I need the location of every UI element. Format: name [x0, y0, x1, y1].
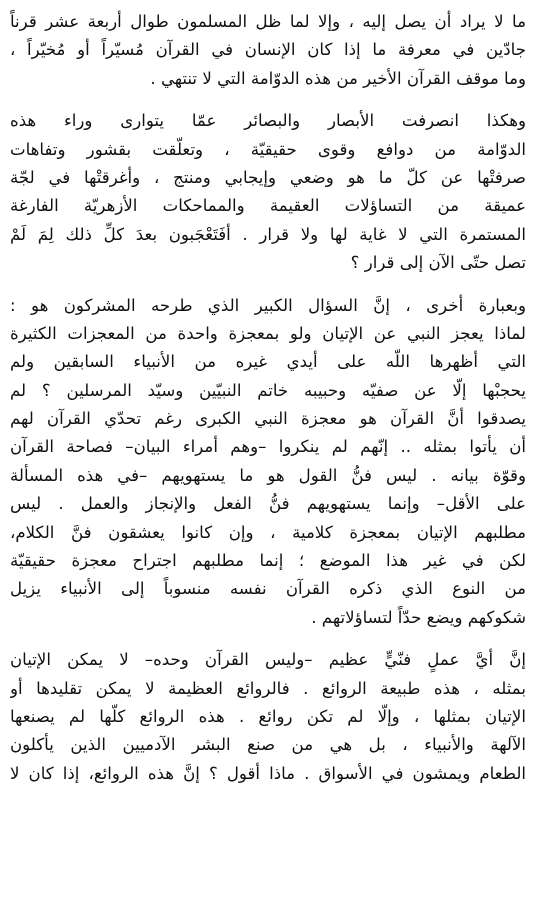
text-line: لكن في غير هذا الموضع ؛ إنما مطلبهم اجتراح معجزة حقيقيّة: [10, 551, 526, 571]
paragraph-2: [10, 107, 526, 277]
text-line: وما موقف القرآن الأخير من هذه الدوّامة التي لا تنتهي .: [150, 68, 526, 88]
text-line: الإتيان بمثلها ، وإلّا لم تكن روائع . هذه الروائع كلّها لم يصنعها: [10, 706, 526, 726]
text-line: التي أظهرها اللّه على أيدي غيره من الأنبياء السابقين ولم: [10, 352, 526, 372]
text-line: عميقة من التساؤلات العقيمة والمماحكات الأزهريّة الفارغة: [10, 196, 526, 216]
text-line: أن يأتوا بمثله .. إنّهم لم ينكروا –وهم أمراء البيان– فصاحة القرآن: [10, 437, 526, 457]
paragraph-gap: [10, 93, 526, 107]
paragraph-3: [10, 292, 526, 633]
paragraph-gap: [10, 632, 526, 646]
text-line: مطلبهم الإتيان بمعجزة كلامية ، وإن كانوا يعشقون فنَّ الكلام،: [10, 522, 526, 542]
text-line: وقوّة بيانه . ليس فنُّ القول هو ما يستهويهم –في هذه المسألة: [10, 465, 526, 485]
text-line: إنَّ أيَّ عملٍ فنّيٍّ عظيم –وليس القرآن وحده– لا يمكن الإتيان: [10, 650, 526, 670]
text-line: على الأقل– وإنما يستهويهم فنُّ الفعل والإنجاز والعمل . ليس: [10, 494, 526, 514]
text-line: بمثله ، هذه طبيعة الروائع . فالروائع العظيمة لا يمكن تقليدها أو: [10, 678, 526, 698]
text-line: جادّين في معرفة ما إذا كان الإنسان في القرآن مُسيّراً أو مُخيّراً ،: [10, 40, 526, 60]
text-line: الدوّامة من دوافع وقوى حقيقيّة ، وتعلّقت بقشور وتفاهات: [10, 139, 526, 159]
text-line: صرفتْها عن كلّ ما هو وضعي وإيجابي ومنتج ، وأغرقتْها في لجّة: [10, 167, 526, 187]
text-line: لماذا يعجز النبي عن الإتيان ولو بمعجزة واحدة من المعجزات الكثيرة: [10, 323, 526, 343]
text-line: يحجبْها إلّا عن صفيّه وحبيبه خاتم النبيّين وسيّد المرسلين ؟ لم: [10, 380, 526, 400]
text-line: من النوع الذي ذكره القرآن نفسه منسوباً إلى الأنبياء يزيل: [10, 579, 526, 599]
text-line: ما لا يراد أن يصل إليه ، وإلا لما ظل المسلمون طوال أربعة عشر قرناً: [10, 12, 526, 31]
text-line: يصدقوا أنَّ القرآن هو معجزة النبي الكبرى رغم تحدّي القرآن لهم: [10, 409, 526, 429]
text-line: وبعبارة أخرى ، إنَّ السؤال الكبير الذي طرحه المشركون هو :: [10, 295, 526, 315]
text-line: الطعام ويمشون في الأسواق . ماذا أقول ؟ إنَّ هذه الروائع، إذا كان لا: [10, 763, 526, 783]
paragraph-4: [10, 646, 526, 788]
text-line: وهكذا انصرفت الأبصار والبصائر عمّا يتوارى وراء هذه: [10, 111, 526, 131]
text-line: شكوكهم ويضع حدّاً لتساؤلاتهم .: [311, 607, 526, 627]
paragraph-gap: [10, 278, 526, 292]
paragraph-1: [10, 8, 526, 93]
text-line: تصل حتّى الآن إلى قرار ؟: [350, 253, 526, 273]
text-line: المستمرة التي لا غاية لها ولا قرار . أفَتَعْجَبون بعدَ كلِّ ذلك لِمَ لَمْ: [10, 224, 526, 244]
text-line: الآلهة والأنبياء ، بل هي من صنع البشر الآدميين الذين يأكلون: [10, 735, 526, 755]
